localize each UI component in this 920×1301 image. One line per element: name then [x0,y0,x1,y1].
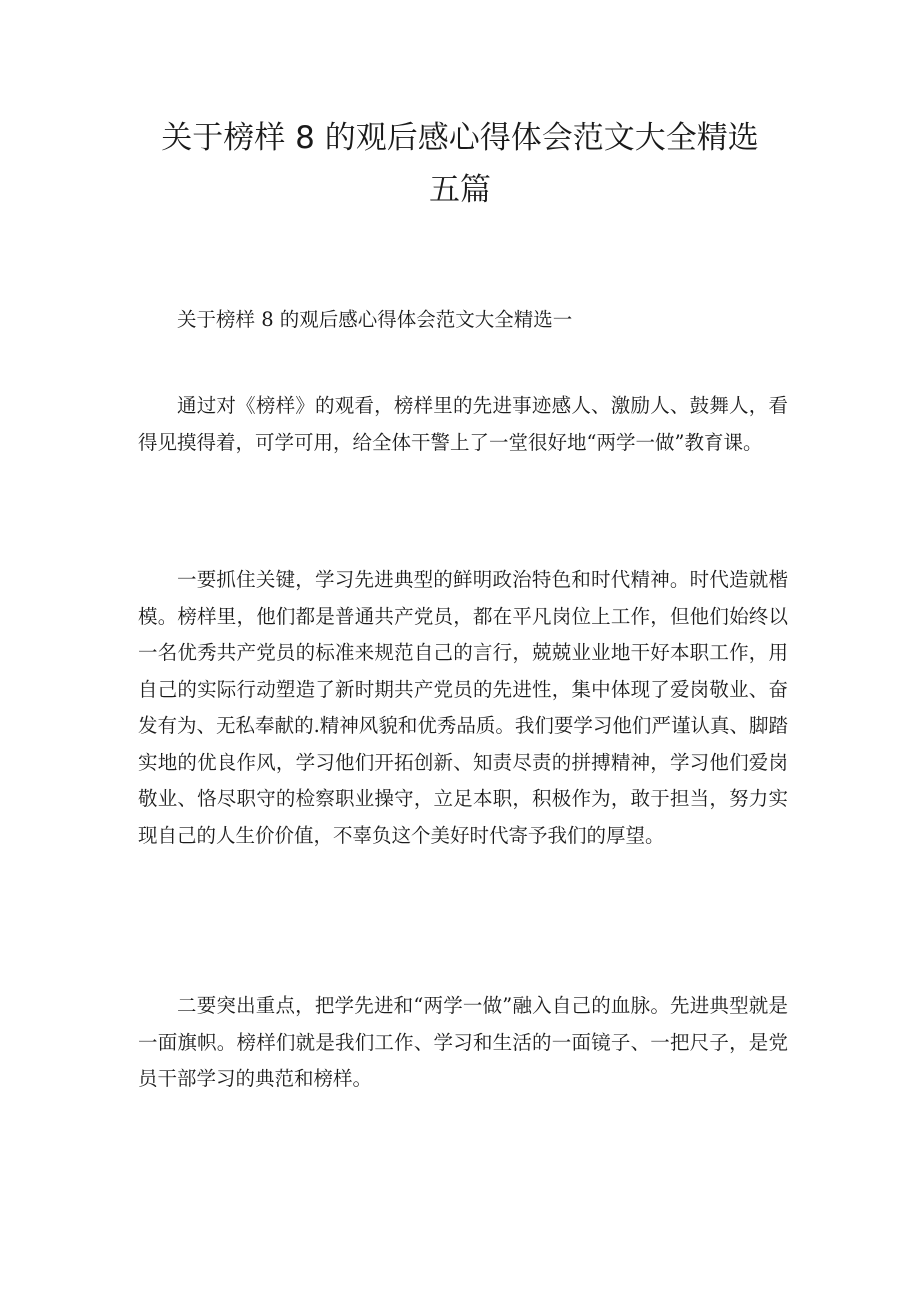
title-line-2: 五篇 [429,172,491,208]
title-line-1: 关于榜样 8 的观后感心得体会范文大全精选 [161,120,759,156]
document-title [120,112,800,216]
paragraph-2: 一要抓住关键，学习先进典型的鲜明政治特色和时代精神。时代造就楷模。榜样里，他们都是普通共产党员，都在平凡岗位上工作，但他们始终以一名优秀共产党员的标准来规范自己的言行，兢兢业业地干好本职工作，用自己的实际行动塑造了新时期共产党员的先进性，集中体现了爱岗敬业、奋发有为、无私奉献的.精神风貌和优秀品质。我们要学习他们严谨认真、脚踏实地的优良作风，学习他们开拓创新、知责尽责的拼搏精神，学习他们爱岗敬业、恪尽职守的检察职业操守，立足本职，积极作为，敢于担当，努力实现自己的人生价价值，不辜负这个美好时代寄予我们的厚望。 [138,568,788,847]
paragraph-1: 通过对《榜样》的观看，榜样里的先进事迹感人、激励人、鼓舞人，看得见摸得着，可学可用，给全体干警上了一堂很好地“两学一做”教育课。 [138,394,788,454]
paragraph-3: 二要突出重点，把学先进和“两学一做”融入自己的血脉。先进典型就是一面旗帜。榜样们就是我们工作、学习和生活的一面镜子、一把尺子，是党员干部学习的典范和榜样。 [138,994,788,1090]
section-heading: 关于榜样 8 的观后感心得体会范文大全精选一 [177,308,573,331]
